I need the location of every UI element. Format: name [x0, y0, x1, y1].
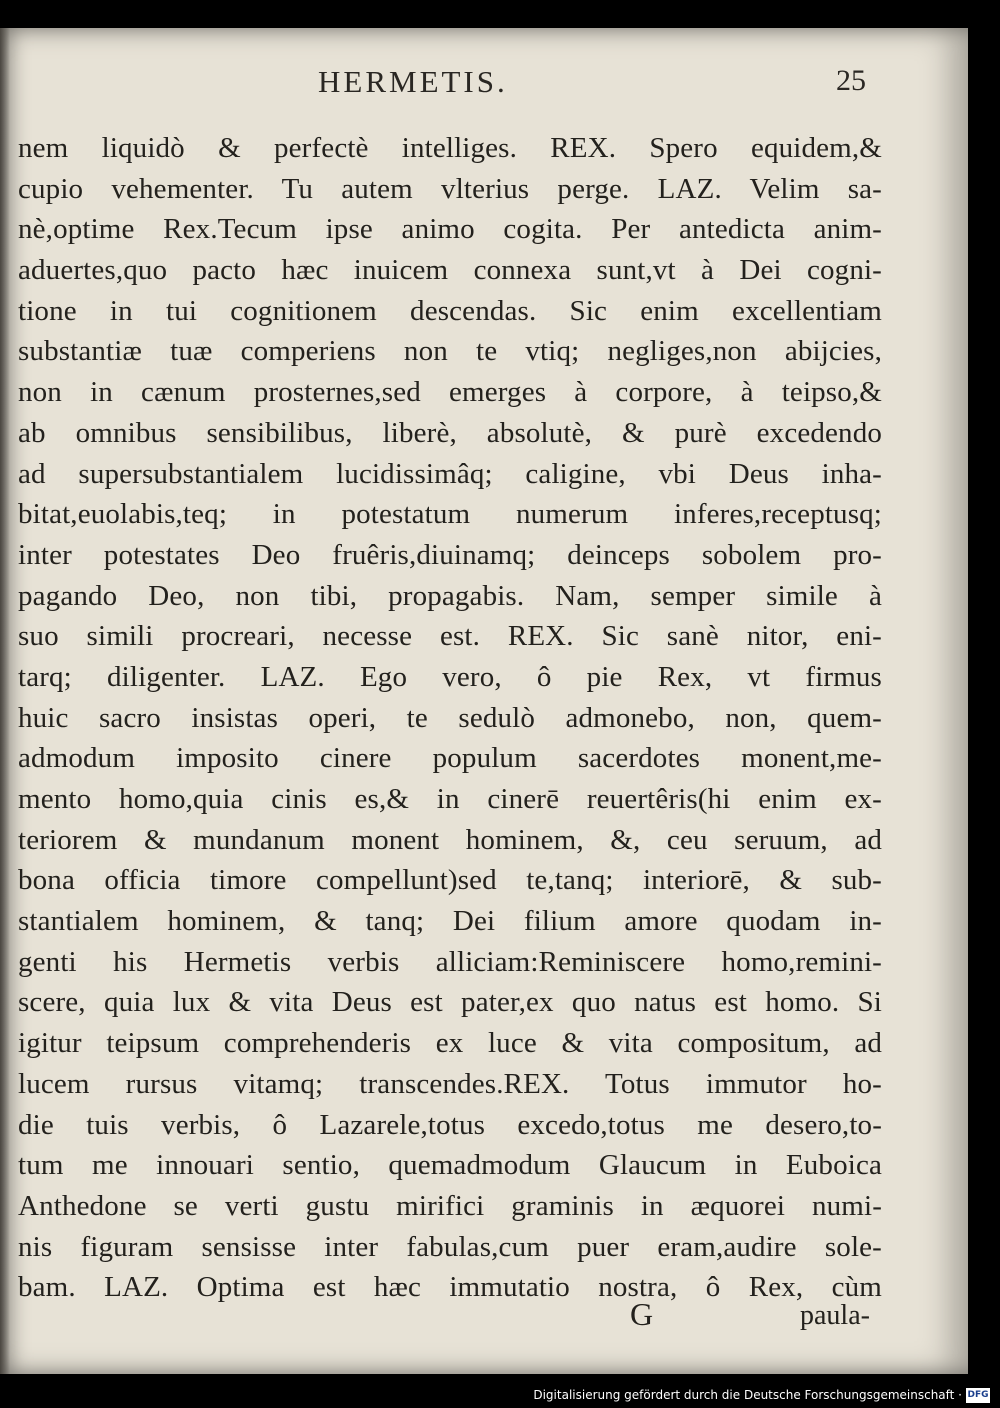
text-line: non in cænum prosternes,sed emerges à corpore, à teipso,&: [18, 376, 882, 409]
text-line: bitat,euolabis,teq; in potestatum numerum inferes,receptusq;: [18, 498, 882, 531]
text-line: ad supersubstantialem lucidissimâq; caligine, vbi Deus inha-: [18, 457, 882, 490]
text-line: tarq; diligenter. LAZ. Ego vero, ô pie Rex, vt firmus: [18, 660, 882, 693]
digitization-credit: Digitalisierung gefördert durch die Deutsche Forschungsgemeinschaft ·: [533, 1388, 962, 1402]
text-line: pagando Deo, non tibi, propagabis. Nam, semper simile à: [18, 579, 882, 612]
text-line: bona officia timore compellunt)sed te,tanq; interiorē, & sub-: [18, 864, 882, 897]
page-gutter-shadow: [0, 28, 10, 1374]
text-line: nis figuram sensisse inter fabulas,cum puer eram,audire sole-: [18, 1230, 882, 1263]
running-head: [0, 64, 968, 108]
text-line: tione in tui cognitionem descendas. Sic enim excellentiam: [18, 294, 882, 327]
text-line: nem liquidò & perfectè intelliges. REX. Spero equidem,&: [18, 132, 882, 164]
text-line: nè,optime Rex.Tecum ipse animo cogita. Per antedicta anim-: [18, 213, 882, 246]
text-line: stantialem hominem, & tanq; Dei filium amore quodam in-: [18, 905, 882, 938]
text-line: cupio vehementer. Tu autem vlterius perge. LAZ. Velim sa-: [18, 172, 882, 205]
text-line: huic sacro insistas operi, te sedulò admonebo, non, quem-: [18, 701, 882, 734]
text-line: admodum imposito cinere populum sacerdotes monent,me-: [18, 742, 882, 775]
text-line: substantiæ tuæ comperiens non te vtiq; negliges,non abijcies,: [18, 335, 882, 368]
dfg-logo: DFG: [966, 1388, 990, 1403]
book-page: [0, 28, 968, 1374]
text-line: scere, quia lux & vita Deus est pater,ex quo natus est homo. Si: [18, 986, 882, 1019]
body-text: [18, 128, 882, 1308]
text-line: bam. LAZ. Optima est hæc immutatio nostra, ô Rex, cùm: [18, 1271, 882, 1304]
text-line: suo simili procreari, necesse est. REX. Sic sanè nitor, eni-: [18, 620, 882, 653]
text-line: tum me innouari sentio, quemadmodum Glaucum in Euboica: [18, 1149, 882, 1182]
text-line: aduertes,quo pacto hæc inuicem connexa sunt,vt à Dei cogni-: [18, 254, 882, 287]
text-line: genti his Hermetis verbis alliciam:Reminiscere homo,remini-: [18, 945, 882, 978]
text-line: Anthedone se verti gustu mirifici graminis in æquorei numi-: [18, 1189, 882, 1222]
text-line: ab omnibus sensibilibus, liberè, absolutè, & purè excedendo: [18, 416, 882, 449]
text-line: mento homo,quia cinis es,& in cinerē reuertêris(hi enim ex-: [18, 783, 882, 815]
text-line: igitur teipsum comprehenderis ex luce & vita compositum, ad: [18, 1027, 882, 1060]
text-line: teriorem & mundanum monent hominem, &, ceu seruum, ad: [18, 823, 882, 856]
page-number: 25: [836, 64, 866, 97]
text-line: inter potestates Deo fruêris,diuinamq; deinceps sobolem pro-: [18, 538, 882, 571]
text-line: lucem rursus vitamq; transcendes.REX. Totus immutor ho-: [18, 1067, 882, 1100]
signature-mark: G: [630, 1296, 654, 1332]
text-line: die tuis verbis, ô Lazarele,totus excedo,totus me desero,to-: [18, 1108, 882, 1141]
running-title: HERMETIS.: [318, 64, 508, 99]
page-footer: [0, 1296, 968, 1340]
catchword: paula-: [800, 1300, 870, 1331]
